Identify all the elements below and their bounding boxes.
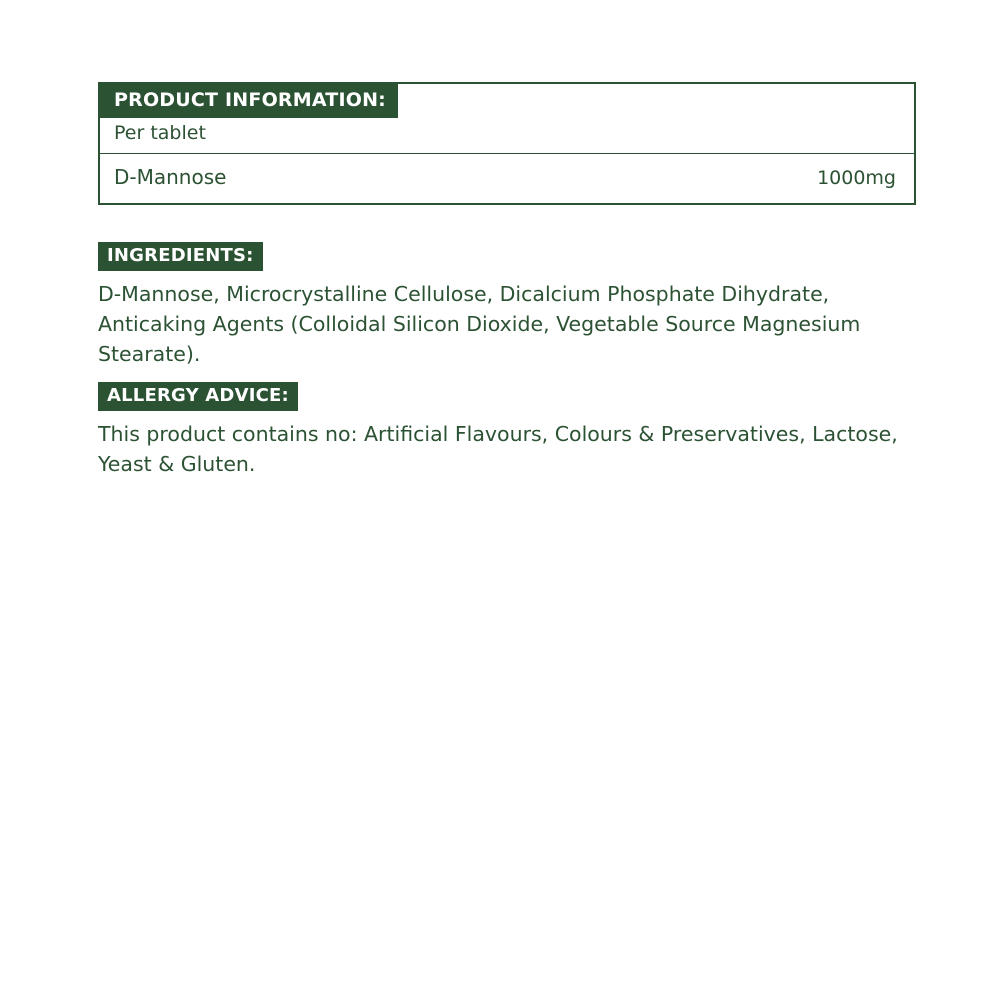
product-information-title: PRODUCT INFORMATION: bbox=[100, 84, 398, 118]
allergy-advice-heading: ALLERGY ADVICE: bbox=[98, 382, 298, 411]
ingredients-section bbox=[98, 242, 928, 369]
serving-size-label: Per tablet bbox=[114, 122, 206, 144]
table-row bbox=[100, 154, 914, 203]
allergy-advice-text: This product contains no: Artificial Flavours, Colours & Preservatives, Lactose, Yeast & Gluten. bbox=[98, 422, 898, 477]
allergy-advice-section bbox=[98, 382, 928, 479]
ingredients-text: D-Mannose, Microcrystalline Cellulose, Dicalcium Phosphate Dihydrate, Anticaking Agents (Colloidal Silicon Dioxide, Vegetable Source Magnesium Stearate). bbox=[98, 282, 861, 367]
product-information-panel bbox=[98, 82, 916, 205]
serving-size-row bbox=[100, 120, 914, 154]
ingredients-heading: INGREDIENTS: bbox=[98, 242, 263, 271]
nutrient-name: D-Mannose bbox=[114, 165, 227, 189]
product-information-title-row bbox=[100, 84, 914, 120]
nutrient-amount: 1000mg bbox=[817, 167, 896, 189]
